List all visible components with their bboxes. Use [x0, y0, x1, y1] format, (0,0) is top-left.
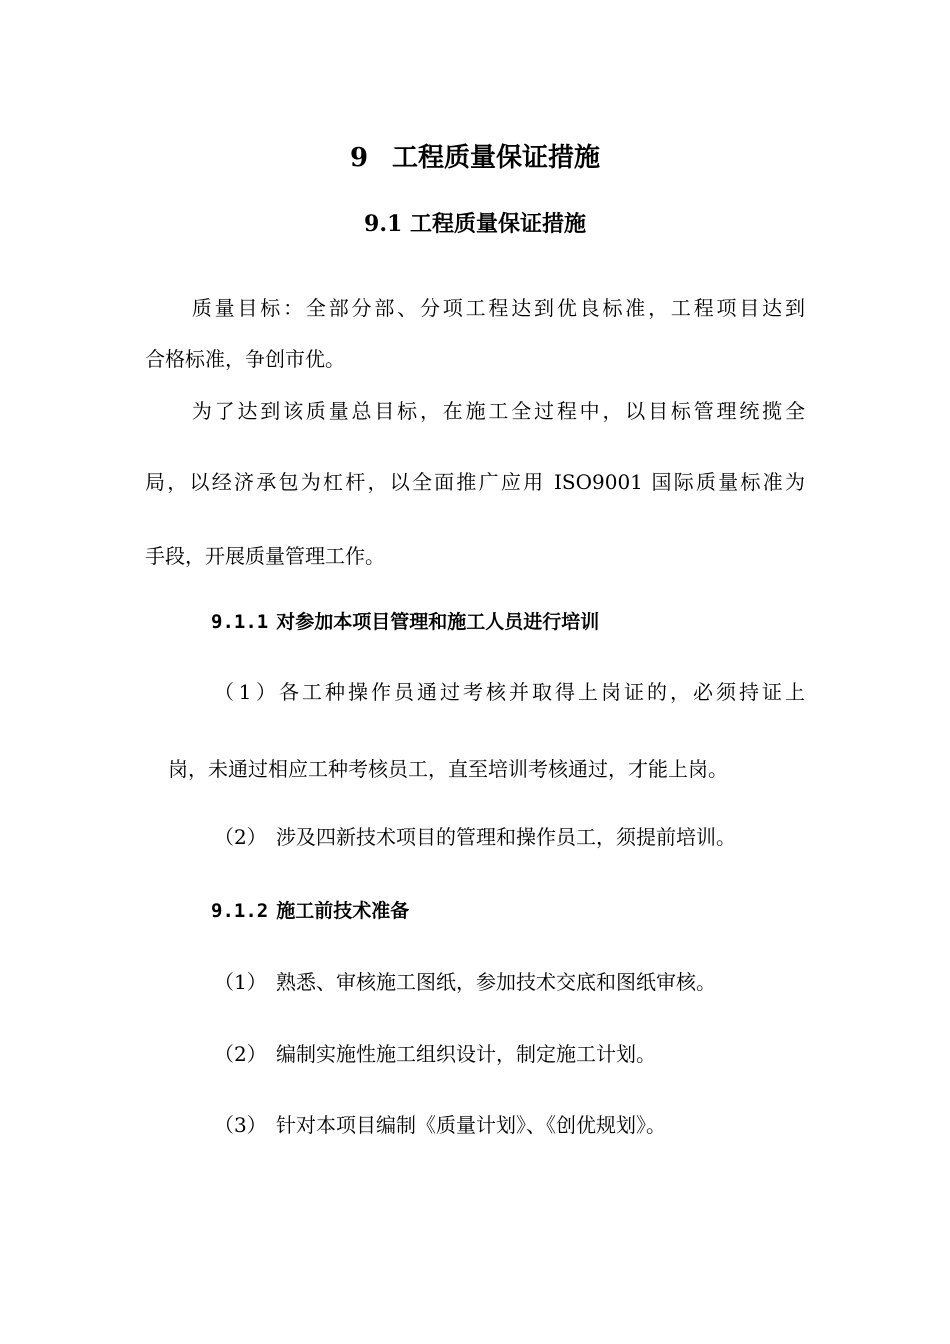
chapter-title: 工程质量保证措施: [392, 143, 601, 173]
training-item-1-line-1: （1）各工种操作员通过考核并取得上岗证的，必须持证上: [214, 680, 805, 704]
subsection-heading-9-1-1: [211, 607, 599, 634]
subsection-number: 9.1.2: [211, 900, 269, 922]
subsection-title: 对参加本项目管理和施工人员进行培训: [276, 611, 600, 633]
item-number: （2）: [214, 1042, 267, 1066]
preparation-item-2: （2） 编制实施性施工组织设计，制定施工计划。: [214, 1042, 656, 1066]
subsection-heading-9-1-2: [211, 896, 409, 923]
method-paragraph-line-3: 手段，开展质量管理工作。: [145, 544, 385, 568]
training-item-1-line-2: 岗，未通过相应工种考核员工，直至培训考核通过，才能上岗。: [168, 757, 728, 781]
chapter-number: 9: [349, 143, 369, 173]
goal-paragraph-line-2: 合格标准，争创市优。: [145, 347, 345, 371]
preparation-item-1: （1） 熟悉、审核施工图纸，参加技术交底和图纸审核。: [214, 970, 716, 994]
method-paragraph-line-2: 局，以经济承包为杠杆，以全面推广应用 ISO9001 国际质量标准为: [145, 470, 805, 494]
subsection-number: 9.1.1: [211, 611, 269, 633]
goal-paragraph-line-1: 质量目标：全部分部、分项工程达到优良标准，工程项目达到: [189, 296, 805, 320]
item-number: （3）: [214, 1113, 267, 1137]
section-heading: 9.1 工程质量保证措施: [364, 211, 586, 237]
training-item-2: （2） 涉及四新技术项目的管理和操作员工，须提前培训。: [214, 825, 736, 849]
chapter-heading: [0, 137, 950, 174]
item-number: （1）: [214, 970, 267, 994]
item-number: （1）: [214, 680, 276, 704]
method-paragraph-line-1: 为了达到该质量总目标，在施工全过程中，以目标管理统揽全: [189, 399, 805, 423]
subsection-title: 施工前技术准备: [276, 900, 410, 922]
preparation-item-3: （3） 针对本项目编制《质量计划》、《创优规划》。: [214, 1113, 666, 1137]
item-number: （2）: [214, 825, 267, 849]
